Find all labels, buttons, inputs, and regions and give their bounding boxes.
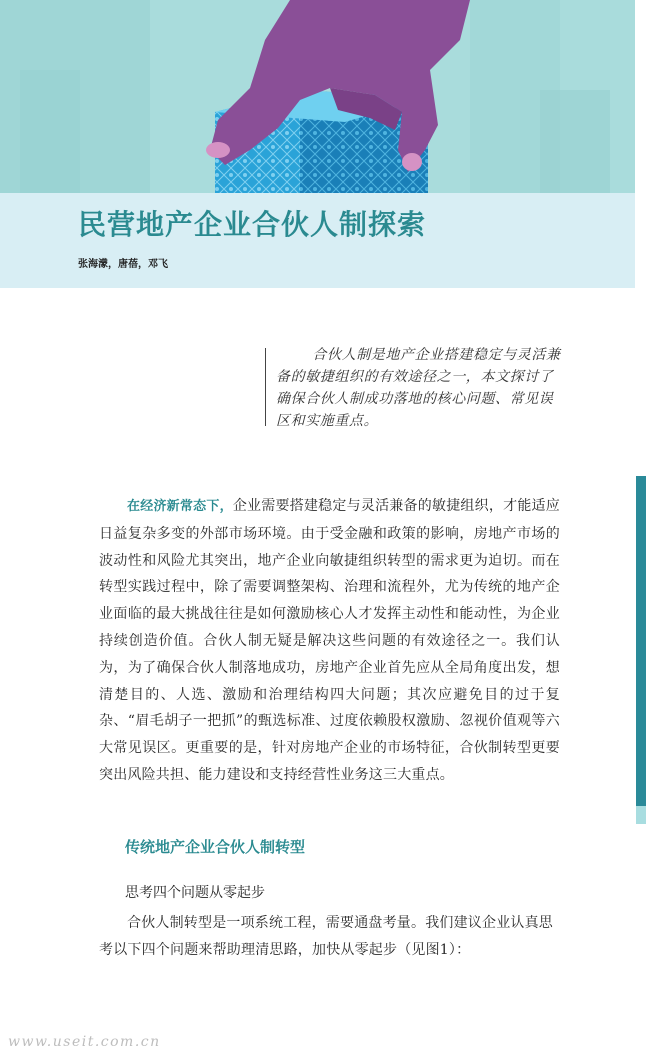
intro-paragraph	[99, 493, 560, 789]
intro-body: 企业需要搭建稳定与灵活兼备的敏捷组织，才能适应日益复杂多变的外部市场环境。由于受金融和政策的影响，房地产市场的波动性和风险尤其突出，地产企业向敏捷组织转型的需求更为迫切。而在转型实践过程中，除了需要调整架构、治理和流程外，尤为传统的地产企业面临的最大挑战往往是如何激励核心人才发挥主动性和能动性，为企业持续创造价值。合伙人制无疑是解决这些问题的有效途径之一。我们认为，为了确保合伙人制落地成功，房地产企业首先应从全局角度出发，想清楚目的、人选、激励和治理结构四大问题；其次应避免目的过于复杂、“眉毛胡子一把抓”的甄选标准、过度依赖股权激励、忽视价值观等六大常见误区。更重要的是，针对房地产企业的市场特征，合伙制转型更要突出风险共担、能力建设和支持经营性业务这三大重点。	[99, 498, 560, 783]
article-authors: 张海濛，唐蓓，邓飞	[78, 259, 168, 270]
article-abstract: 合伙人制是地产企业搭建稳定与灵活兼备的敏捷组织的有效途径之一，本文探讨了确保合伙人制成功落地的核心问题、常见误区和实施重点。	[276, 347, 561, 429]
section-paragraph	[99, 910, 560, 964]
page-side-marker	[636, 476, 646, 806]
section-heading: 传统地产企业合伙人制转型	[125, 838, 306, 856]
hero-illustration	[0, 0, 635, 193]
page-side-marker-light	[636, 806, 646, 824]
sub-heading: 思考四个问题从零起步	[125, 885, 265, 901]
section-paragraph-text: 合伙人制转型是一项系统工程，需要通盘考量。我们建议企业认真思考以下四个问题来帮助理清思路，加快从零起步（见图1）：	[99, 915, 553, 958]
intro-lead: 在经济新常态下，	[127, 499, 233, 514]
site-watermark: www.useit.com.cn	[8, 1034, 161, 1050]
hand-cube-illustration	[0, 0, 635, 193]
abstract-divider	[265, 348, 266, 426]
article-title: 民营地产企业合伙人制探索	[78, 208, 427, 241]
